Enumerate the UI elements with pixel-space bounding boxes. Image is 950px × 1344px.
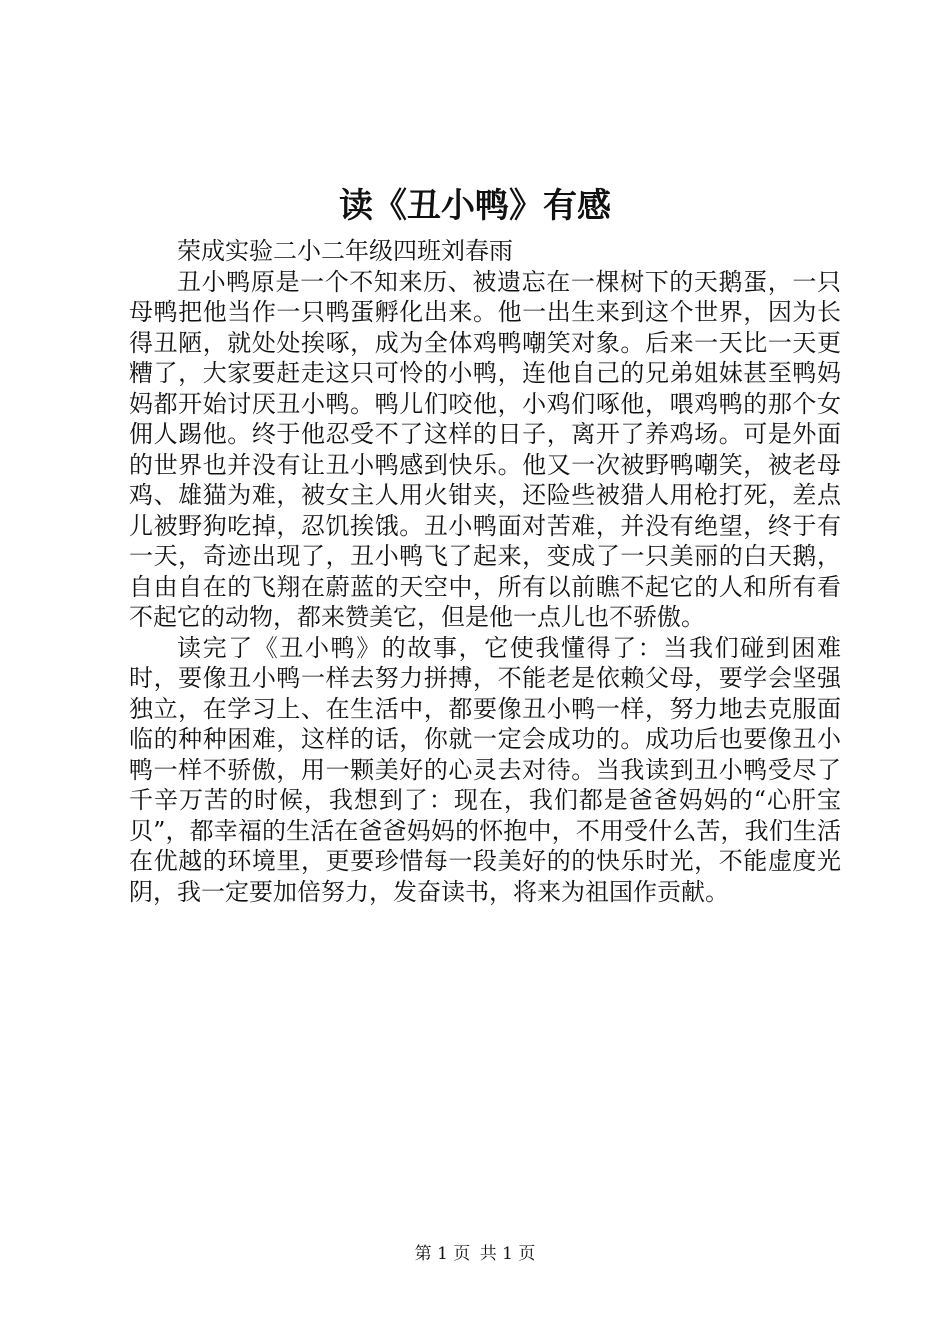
document-body <box>129 236 841 907</box>
document-title: 读《丑小鸭》有感 <box>339 186 611 226</box>
paragraph-1: 丑小鸭原是一个不知来历、被遗忘在一棵树下的天鹅蛋，一只母鸭把他当作一只鸭蛋孵化出来。他一出生来到这个世界，因为长得丑陋，就处处挨啄，成为全体鸡鸭嘲笑对象。后来一天比一天更糟了，大家要赶走这只可怜的小鸭，连他自己的兄弟姐妹甚至鸭妈妈都开始讨厌丑小鸭。鸭儿们咬他，小鸡们啄他，喂鸡鸭的那个女佣人踢他。终于他忍受不了这样的日子，离开了养鸡场。可是外面的世界也并没有让丑小鸭感到快乐。他又一次被野鸭嘲笑，被老母鸡、雄猫为难，被女主人用火钳夹，还险些被猎人用枪打死，差点儿被野狗吃掉，忍饥挨饿。丑小鸭面对苦难，并没有绝望，终于有一天，奇迹出现了，丑小鸭飞了起来，变成了一只美丽的白天鹅，自由自在的飞翔在蔚蓝的天空中，所有以前瞧不起它的人和所有看不起它的动物，都来赞美它，但是他一点儿也不骄傲。 <box>129 267 841 631</box>
paragraph-2: 读完了《丑小鸭》的故事，它使我懂得了：当我们碰到困难时，要像丑小鸭一样去努力拼搏，不能老是依赖父母，要学会坚强独立，在学习上、在生活中，都要像丑小鸭一样，努力地去克服面临的种种困难，这样的话，你就一定会成功的。成功后也要像丑小鸭一样不骄傲，用一颗美好的心灵去对待。当我读到丑小鸭受尽了千辛万苦的时候，我想到了：现在，我们都是爸爸妈妈的“心肝宝贝”，都幸福的生活在爸爸妈妈的怀抱中，不用受什么苦，我们生活在优越的环境里，更要珍惜每一段美好的的快乐时光，不能虚度光阴，我一定要加倍努力，发奋读书，将来为祖国作贡献。 <box>129 633 841 906</box>
byline: 荣成实验二小二年级四班刘春雨 <box>177 237 513 265</box>
page-total: 共 1 页 <box>479 1244 536 1264</box>
page-footer <box>0 1242 950 1266</box>
page-number: 第 1 页 <box>414 1244 471 1264</box>
